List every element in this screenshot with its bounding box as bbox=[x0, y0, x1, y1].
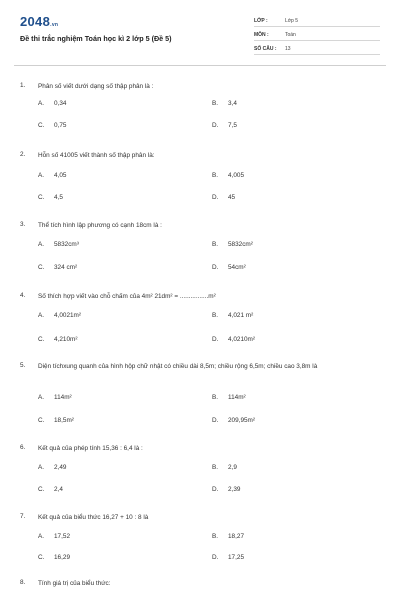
option-text: 17,25 bbox=[228, 554, 244, 561]
meta-subject-value: Toán bbox=[285, 32, 296, 38]
option-text: 17,52 bbox=[54, 533, 70, 540]
meta-subject bbox=[254, 29, 380, 41]
page-title: Đề thi trắc nghiệm Toán học kì 2 lớp 5 (Đề 5) bbox=[20, 34, 172, 43]
option-letter: A. bbox=[38, 100, 45, 107]
option-text: 0,75 bbox=[54, 122, 67, 129]
option-letter: C. bbox=[38, 122, 45, 129]
option-text: 114m² bbox=[228, 394, 246, 401]
option-letter: C. bbox=[38, 486, 45, 493]
option-text: 4,0210m² bbox=[228, 336, 255, 343]
meta-count-label: SỐ CÂU : bbox=[254, 46, 277, 52]
option-text: 4,0021m² bbox=[54, 312, 81, 319]
question-text: Kết quả của phép tính 15,36 : 6,4 là : bbox=[38, 445, 143, 452]
option-letter: D. bbox=[212, 554, 219, 561]
question-number: 5. bbox=[20, 362, 26, 369]
option-letter: C. bbox=[38, 417, 45, 424]
option-text: 0,34 bbox=[54, 100, 67, 107]
option-letter: D. bbox=[212, 194, 219, 201]
option-text: 45 bbox=[228, 194, 236, 201]
option-letter: B. bbox=[212, 241, 219, 248]
logo-text: 2048 bbox=[20, 14, 51, 29]
page-header bbox=[0, 0, 400, 60]
option-letter: D. bbox=[212, 122, 219, 129]
option-letter: A. bbox=[38, 533, 45, 540]
option-text: 2,4 bbox=[54, 486, 63, 493]
meta-class-value: Lớp 5 bbox=[285, 18, 299, 24]
option-text: 4,005 bbox=[228, 172, 244, 179]
site-logo[interactable] bbox=[20, 14, 58, 29]
option-text: 54cm² bbox=[228, 264, 246, 271]
option-text: 324 cm² bbox=[54, 264, 78, 271]
option-text: 18,27 bbox=[228, 533, 244, 540]
meta-subject-label: MÔN : bbox=[254, 32, 269, 38]
question-text: Hỗn số 41005 viết thành số thập phân là: bbox=[38, 152, 155, 159]
option-text: 5832cm² bbox=[228, 241, 253, 248]
question-text: Số thích hợp viết vào chỗ chấm của 4m² 21dm² = ................m² bbox=[38, 293, 216, 300]
question-number: 1. bbox=[20, 82, 26, 89]
option-letter: D. bbox=[212, 417, 219, 424]
question-text: Phân số viết dưới dạng số thập phân là : bbox=[38, 83, 154, 90]
option-letter: B. bbox=[212, 533, 219, 540]
meta-count-value: 13 bbox=[285, 46, 291, 52]
question-number: 3. bbox=[20, 221, 26, 228]
option-letter: D. bbox=[212, 264, 219, 271]
option-text: 3,4 bbox=[228, 100, 237, 107]
option-text: 18,5m² bbox=[54, 417, 74, 424]
option-letter: A. bbox=[38, 312, 45, 319]
option-text: 5832cm³ bbox=[54, 241, 79, 248]
question-number: 6. bbox=[20, 444, 26, 451]
option-letter: C. bbox=[38, 264, 45, 271]
question-number: 8. bbox=[20, 579, 26, 586]
option-text: 2,49 bbox=[54, 464, 67, 471]
option-letter: A. bbox=[38, 172, 45, 179]
option-letter: A. bbox=[38, 464, 45, 471]
question-number: 7. bbox=[20, 513, 26, 520]
question-number: 2. bbox=[20, 151, 26, 158]
option-text: 7,5 bbox=[228, 122, 237, 129]
question-number: 4. bbox=[20, 292, 26, 299]
question-text: Diện tíchxung quanh của hình hộp chữ nhật có chiều dài 8,5m; chiều rộng 6,5m; chiều cao 3,8m là bbox=[38, 363, 318, 370]
option-text: 4,021 m² bbox=[228, 312, 254, 319]
meta-question-count bbox=[254, 43, 380, 55]
question-text: Thể tích hình lập phương có cạnh 18cm là : bbox=[38, 222, 162, 229]
option-text: 209,95m² bbox=[228, 417, 255, 424]
option-letter: B. bbox=[212, 394, 219, 401]
option-letter: C. bbox=[38, 336, 45, 343]
header-divider bbox=[14, 65, 386, 66]
option-text: 4,5 bbox=[54, 194, 63, 201]
option-letter: B. bbox=[212, 312, 219, 319]
option-letter: B. bbox=[212, 172, 219, 179]
option-letter: A. bbox=[38, 394, 45, 401]
option-letter: D. bbox=[212, 486, 219, 493]
meta-class bbox=[254, 15, 380, 27]
option-text: 2,39 bbox=[228, 486, 241, 493]
question-text: Kết quả của biểu thức 16,27 + 10 : 8 là bbox=[38, 514, 149, 521]
option-text: 4,210m² bbox=[54, 336, 78, 343]
option-letter: A. bbox=[38, 241, 45, 248]
meta-class-label: LỚP : bbox=[254, 18, 268, 24]
option-text: 16,29 bbox=[54, 554, 70, 561]
option-text: 114m² bbox=[54, 394, 72, 401]
option-text: 4,05 bbox=[54, 172, 67, 179]
question-text: Tính giá trị của biểu thức: bbox=[38, 580, 111, 587]
option-letter: B. bbox=[212, 100, 219, 107]
option-letter: D. bbox=[212, 336, 219, 343]
option-text: 2,9 bbox=[228, 464, 237, 471]
logo-domain: .vn bbox=[50, 22, 59, 28]
option-letter: C. bbox=[38, 554, 45, 561]
option-letter: C. bbox=[38, 194, 45, 201]
option-letter: B. bbox=[212, 464, 219, 471]
